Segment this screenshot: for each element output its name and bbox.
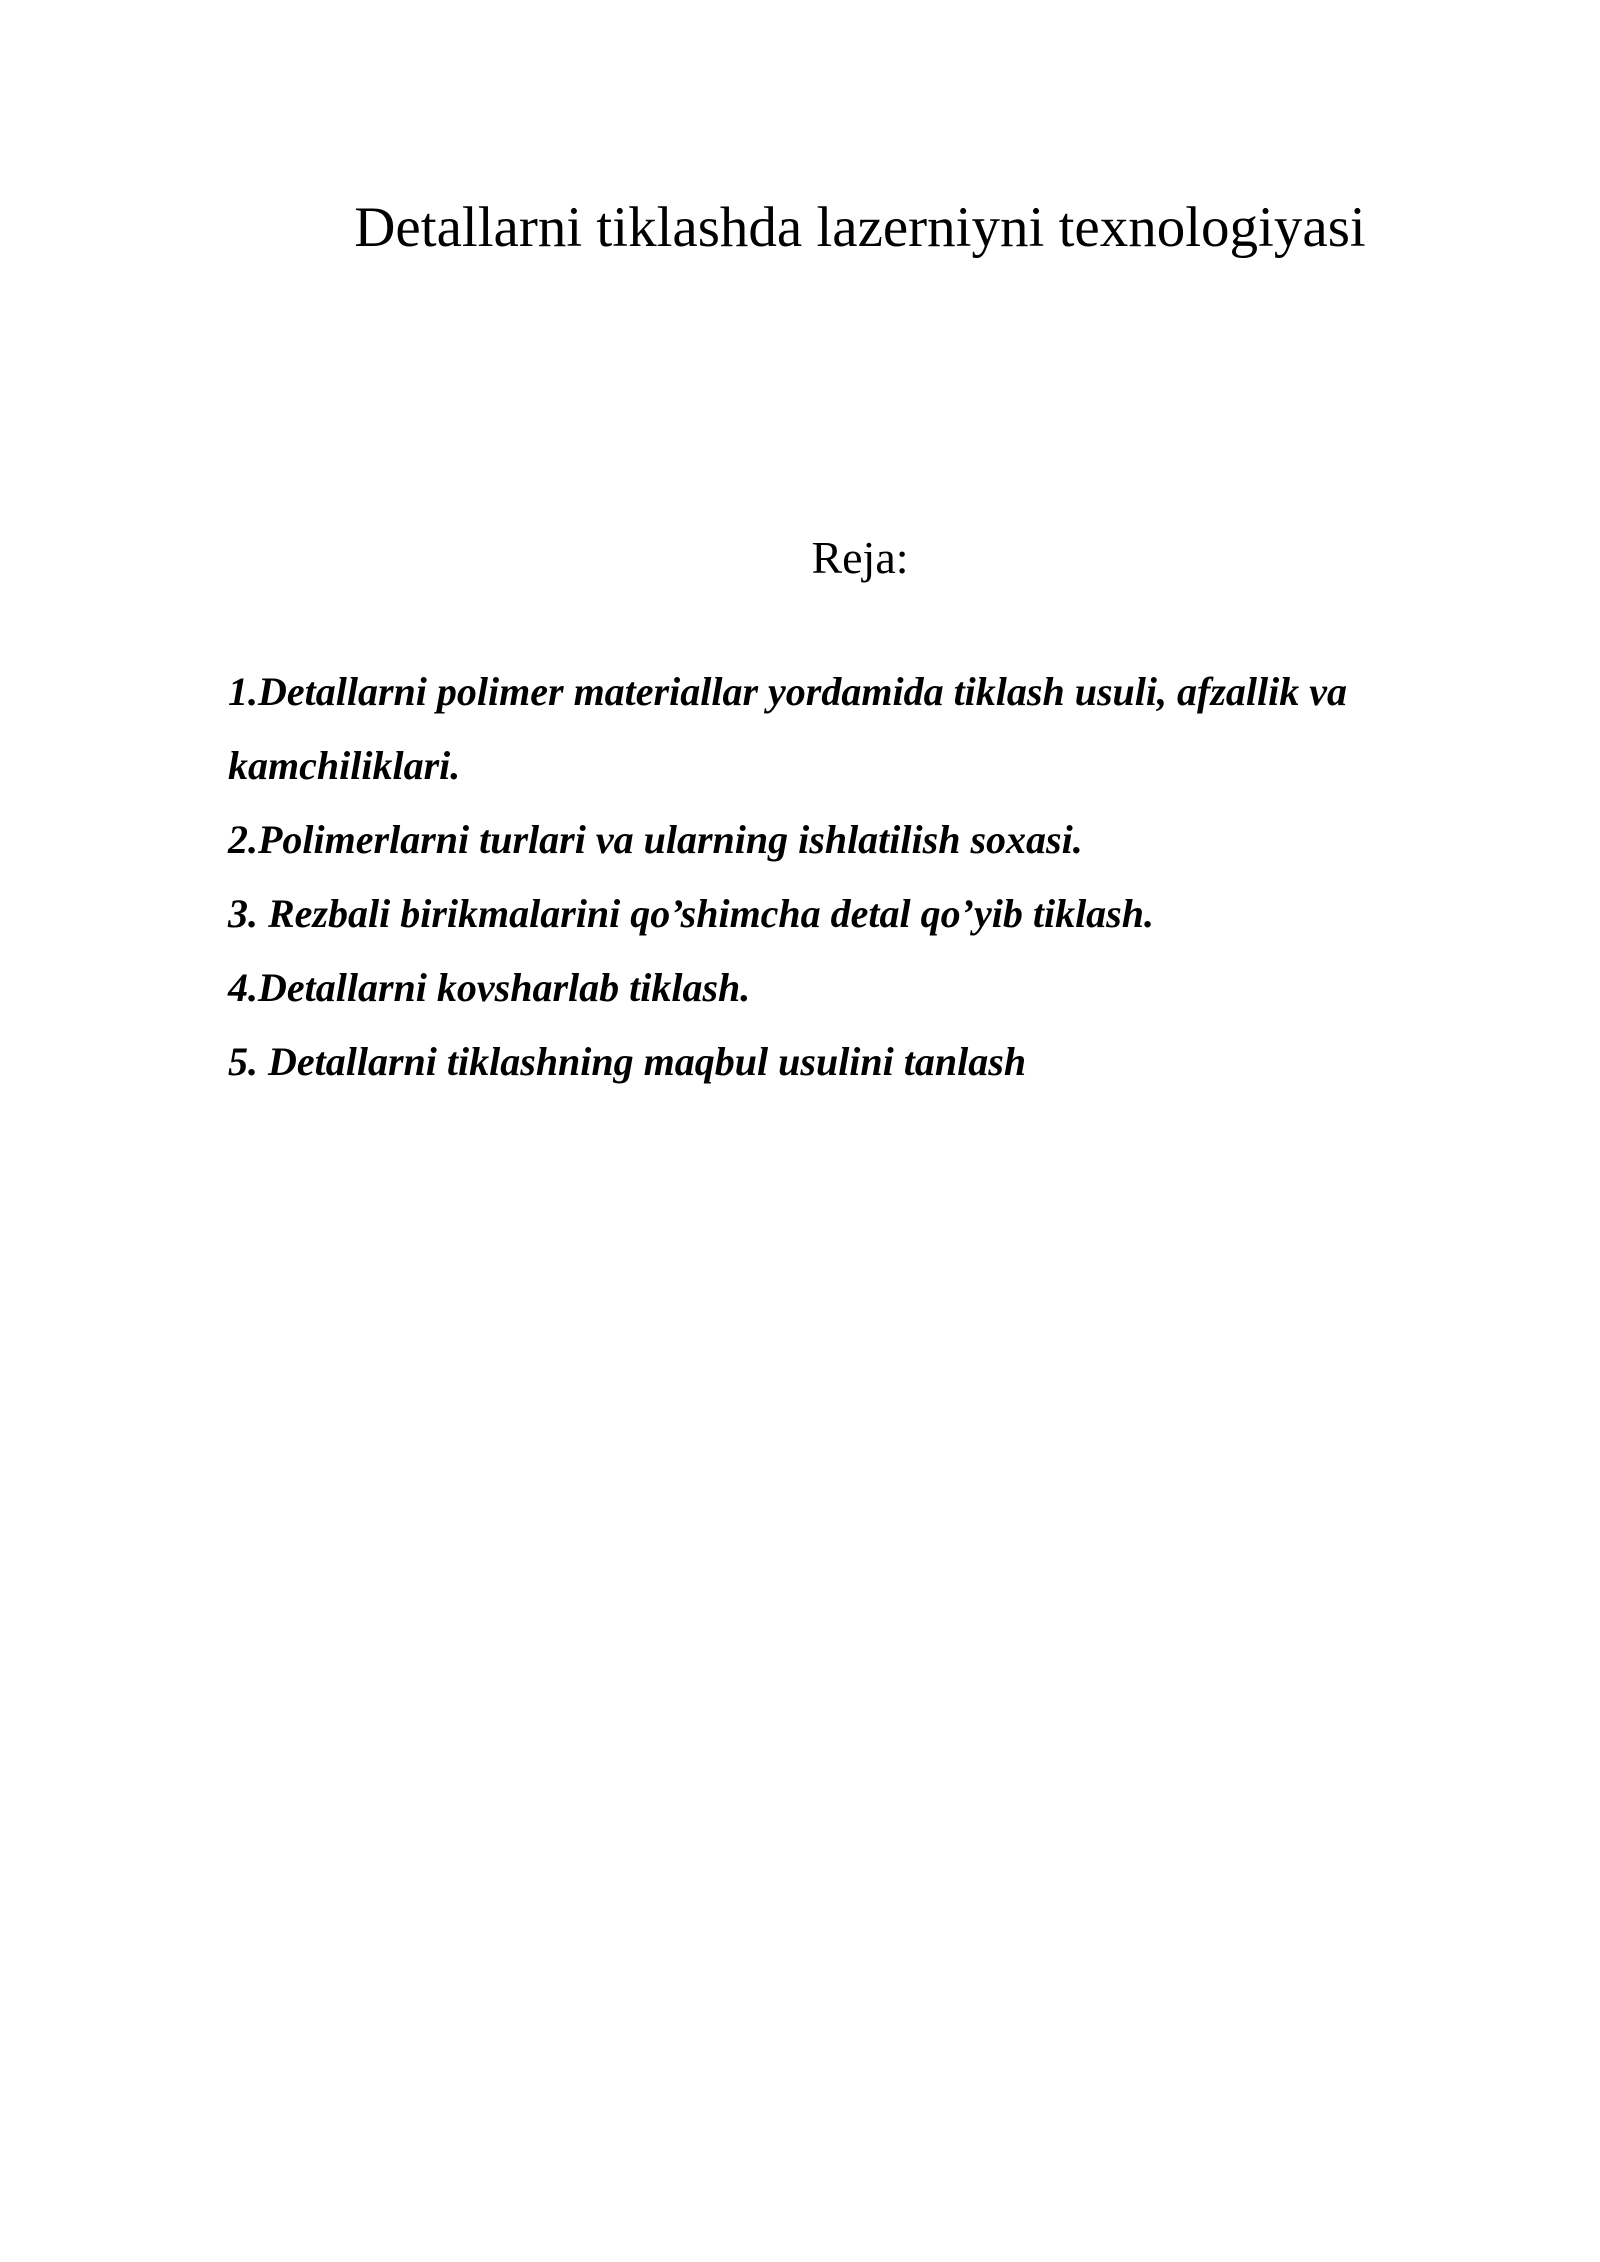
- plan-item-4: 4.Detallarni kovsharlab tiklash.: [228, 965, 751, 1010]
- plan-item-1: 1.Detallarni polimer materiallar yordamida tiklash usuli, afzallik va kamchiliklari.: [228, 669, 1347, 788]
- plan-item-3: 3. Rezbali birikmalarini qo’shimcha detal qo’yib tiklash.: [228, 891, 1154, 936]
- document-title: Detallarni tiklashda lazerniyni texnologiyasi: [354, 196, 1366, 260]
- plan-list: [228, 655, 1468, 1099]
- plan-item-5: 5. Detallarni tiklashning maqbul usulini tanlash: [228, 1039, 1027, 1084]
- plan-heading: Reja:: [811, 532, 909, 584]
- plan-item-2: 2.Polimerlarni turlari va ularning ishlatilish soxasi.: [228, 817, 1083, 862]
